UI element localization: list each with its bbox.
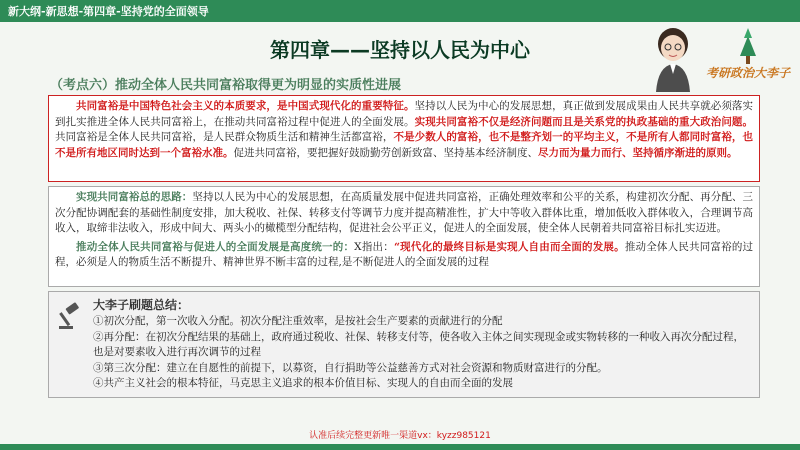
summary-title: 大李子刷题总结： xyxy=(93,298,190,312)
summary-item: ④共产主义社会的根本特征，马克思主义追求的根本价值目标、实现人的自由而全面的发展 xyxy=(93,377,513,389)
teacher-avatar-icon xyxy=(650,22,696,92)
key-point-paragraph: 共同富裕是中国特色社会主义的本质要求，是中国式现代化的重要特征。坚持以人民为中心的发展思想，真正做到发展成果由人民共享就必须落实到扎实推进全体人民共同富裕上，在推动共同富裕过程中促进人的全面发展。实现共同富裕不仅是经济问题而且是关系党的执政基础的重大政治问题。共同富裕是全体人民共同富裕，是人民群众物质生活和精神生活都富裕，不是少数人的富裕，也不是整齐划一的平均主义，不是所有人都同时富裕，也不是所有地区同时达到一个富裕水准。促进共同富裕，要把握好鼓励勤劳创新致富、坚持基本经济制度、尽力而为量力而行、坚持循序渐进的原则。 xyxy=(55,100,754,159)
footer-note: 认准后续完整更新唯一渠道vx：kyzz985121 xyxy=(309,431,491,441)
summary-item: ③第三次分配：建立在自愿性的前提下，以募资，自行捐助等公益慈善方式对社会资源和物质财富进行的分配。 xyxy=(93,361,608,374)
section-heading: （考点六）推动全体人民共同富裕取得更为明显的实质性进展 xyxy=(50,78,402,93)
summary-box xyxy=(48,291,760,398)
approach-paragraph: 实现共同富裕总的思路：坚持以人民为中心的发展思想，在高质量发展中促进共同富裕，正确处理效率和公平的关系，构建初次分配、再分配、三次分配协调配套的基础性制度安排，加大税收、社保、转移支付等调节力度并提高精准性，扩大中等收入群体比重，增加低收入群体收入，合理调节高收入，取缔非法收入，形成中间大、两头小的橄榄型分配结构，促进社会公平正义，促进人的全面发展，使全体人民朝着共同富裕目标扎实迈进。 xyxy=(55,191,753,234)
unity-paragraph: 推动全体人民共同富裕与促进人的全面发展是高度统一的：X指出：“现代化的最终目标是实现人自由而全面的发展。推动全体人民共同富裕的过程，必须是人的物质生活不断提升、精神世界不断丰富的过程,是不断促进人的全面发展的过程 xyxy=(55,240,754,268)
summary-list xyxy=(49,313,759,392)
bottom-bar xyxy=(0,444,800,450)
breadcrumb: 新大纲-新思想-第四章-坚持党的全面领导 xyxy=(8,5,209,18)
approach-box xyxy=(48,186,760,287)
key-point-box xyxy=(48,95,760,182)
summary-item: ①初次分配，第一次收入分配。初次分配注重效率，是按社会生产要素的贡献进行的分配 xyxy=(93,315,503,327)
summary-item: ②再分配：在初次分配结果的基础上，政府通过税收、社保、转移支付等，使各收入主体之间实现现金或实物转移的一种收入再次分配过程，也是对要素收入进行再次调节的过程 xyxy=(93,330,744,358)
chapter-title: 第四章——坚持以人民为中心 xyxy=(270,38,530,62)
gavel-icon xyxy=(57,302,85,330)
top-bar xyxy=(0,0,800,22)
brand-name: 考研政治大李子 xyxy=(705,66,790,80)
